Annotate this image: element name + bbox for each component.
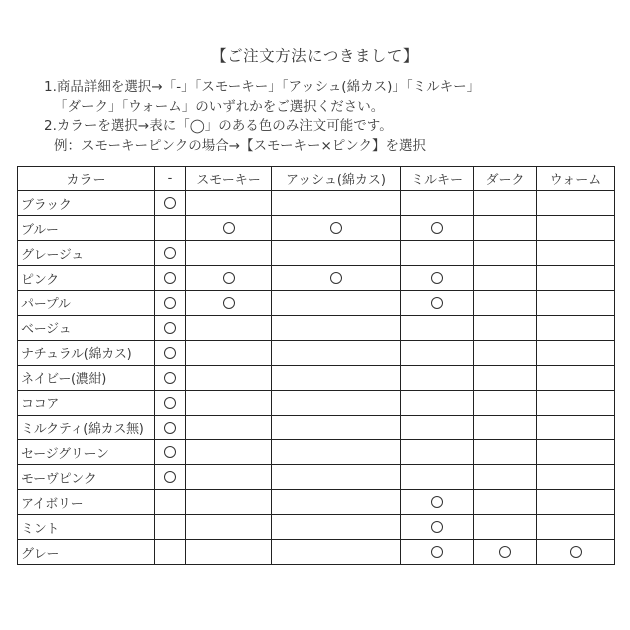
mark-cell-warm xyxy=(537,315,615,340)
color-name-cell: セージグリーン xyxy=(18,440,155,465)
mark-cell-smoky xyxy=(186,540,272,565)
instruction-line-4: 例：スモーキーピンクの場合→【スモーキー×ピンク】を選択 xyxy=(54,137,427,154)
mark-cell-warm xyxy=(537,440,615,465)
mark-cell-milky xyxy=(401,540,474,565)
mark-cell-ash xyxy=(272,540,401,565)
color-name-cell: ベージュ xyxy=(18,315,155,340)
mark-cell-none xyxy=(155,340,186,365)
mark-cell-none xyxy=(155,440,186,465)
mark-cell-dark xyxy=(474,490,537,515)
color-name-cell: グレージュ xyxy=(18,241,155,266)
color-name-cell: ココア xyxy=(18,390,155,415)
circle-mark-icon xyxy=(431,521,443,533)
mark-cell-milky xyxy=(401,465,474,490)
circle-mark-icon xyxy=(223,297,235,309)
circle-mark-icon xyxy=(164,272,176,284)
color-name-cell: パープル xyxy=(18,291,155,316)
header-none: - xyxy=(155,167,186,191)
mark-cell-milky xyxy=(401,315,474,340)
color-name-cell: ナチュラル(綿カス) xyxy=(18,340,155,365)
mark-cell-smoky xyxy=(186,365,272,390)
circle-mark-icon xyxy=(164,397,176,409)
mark-cell-dark xyxy=(474,291,537,316)
mark-cell-milky xyxy=(401,241,474,266)
circle-mark-icon xyxy=(164,446,176,458)
header-warm: ウォーム xyxy=(537,167,615,191)
mark-cell-smoky xyxy=(186,440,272,465)
mark-cell-dark xyxy=(474,191,537,216)
order-instructions xyxy=(44,78,604,156)
mark-cell-dark xyxy=(474,440,537,465)
mark-cell-milky xyxy=(401,415,474,440)
mark-cell-warm xyxy=(537,340,615,365)
mark-cell-ash xyxy=(272,315,401,340)
mark-cell-none xyxy=(155,191,186,216)
table-row xyxy=(18,490,615,515)
circle-mark-icon xyxy=(330,222,342,234)
mark-cell-ash xyxy=(272,241,401,266)
table-row xyxy=(18,515,615,540)
circle-mark-icon xyxy=(164,347,176,359)
header-smoky: スモーキー xyxy=(186,167,272,191)
color-name-cell: ミルクティ(綿カス無) xyxy=(18,415,155,440)
mark-cell-smoky xyxy=(186,315,272,340)
mark-cell-milky xyxy=(401,390,474,415)
mark-cell-none xyxy=(155,241,186,266)
mark-cell-warm xyxy=(537,415,615,440)
mark-cell-warm xyxy=(537,266,615,291)
mark-cell-none xyxy=(155,365,186,390)
circle-mark-icon xyxy=(570,546,582,558)
mark-cell-warm xyxy=(537,241,615,266)
mark-cell-dark xyxy=(474,241,537,266)
mark-cell-smoky xyxy=(186,515,272,540)
mark-cell-smoky xyxy=(186,490,272,515)
table-row xyxy=(18,365,615,390)
mark-cell-warm xyxy=(537,490,615,515)
circle-mark-icon xyxy=(164,471,176,483)
mark-cell-ash xyxy=(272,266,401,291)
mark-cell-warm xyxy=(537,216,615,241)
mark-cell-smoky xyxy=(186,266,272,291)
mark-cell-ash xyxy=(272,216,401,241)
circle-mark-icon xyxy=(499,546,511,558)
mark-cell-warm xyxy=(537,515,615,540)
mark-cell-dark xyxy=(474,465,537,490)
table-row xyxy=(18,340,615,365)
color-name-cell: グレー xyxy=(18,540,155,565)
mark-cell-dark xyxy=(474,266,537,291)
mark-cell-smoky xyxy=(186,465,272,490)
table-row xyxy=(18,440,615,465)
header-milky: ミルキー xyxy=(401,167,474,191)
mark-cell-dark xyxy=(474,540,537,565)
mark-cell-dark xyxy=(474,515,537,540)
mark-cell-dark xyxy=(474,340,537,365)
mark-cell-smoky xyxy=(186,415,272,440)
mark-cell-none xyxy=(155,216,186,241)
mark-cell-dark xyxy=(474,315,537,340)
mark-cell-milky xyxy=(401,365,474,390)
mark-cell-none xyxy=(155,415,186,440)
color-name-cell: アイボリー xyxy=(18,490,155,515)
mark-cell-dark xyxy=(474,216,537,241)
mark-cell-ash xyxy=(272,191,401,216)
mark-cell-none xyxy=(155,315,186,340)
circle-mark-icon xyxy=(431,546,443,558)
table-row xyxy=(18,241,615,266)
instruction-line-1: 1.商品詳細を選択→「-」「スモーキー」「アッシュ(綿カス)」「ミルキー」 xyxy=(44,79,481,95)
mark-cell-milky xyxy=(401,291,474,316)
color-name-cell: モーヴピンク xyxy=(18,465,155,490)
mark-cell-ash xyxy=(272,440,401,465)
mark-cell-ash xyxy=(272,465,401,490)
mark-cell-warm xyxy=(537,291,615,316)
circle-mark-icon xyxy=(223,222,235,234)
circle-mark-icon xyxy=(164,422,176,434)
mark-cell-milky xyxy=(401,191,474,216)
mark-cell-smoky xyxy=(186,340,272,365)
circle-mark-icon xyxy=(164,197,176,209)
mark-cell-dark xyxy=(474,390,537,415)
circle-mark-icon xyxy=(223,272,235,284)
mark-cell-milky xyxy=(401,515,474,540)
table-row xyxy=(18,266,615,291)
mark-cell-ash xyxy=(272,390,401,415)
table-row xyxy=(18,390,615,415)
mark-cell-none xyxy=(155,266,186,291)
page-title: 【ご注文方法につきまして】 xyxy=(211,47,419,65)
mark-cell-dark xyxy=(474,365,537,390)
mark-cell-warm xyxy=(537,390,615,415)
circle-mark-icon xyxy=(431,222,443,234)
mark-cell-smoky xyxy=(186,191,272,216)
mark-cell-warm xyxy=(537,191,615,216)
table-row xyxy=(18,216,615,241)
circle-mark-icon xyxy=(431,272,443,284)
color-name-cell: ブラック xyxy=(18,191,155,216)
mark-cell-milky xyxy=(401,490,474,515)
color-name-cell: ピンク xyxy=(18,266,155,291)
circle-mark-icon xyxy=(431,496,443,508)
mark-cell-milky xyxy=(401,340,474,365)
table-header-row xyxy=(18,167,615,191)
mark-cell-smoky xyxy=(186,241,272,266)
color-name-cell: ネイビー(濃紺) xyxy=(18,365,155,390)
color-availability-table xyxy=(17,166,615,565)
mark-cell-ash xyxy=(272,365,401,390)
mark-cell-none xyxy=(155,390,186,415)
mark-cell-none xyxy=(155,490,186,515)
mark-cell-ash xyxy=(272,415,401,440)
mark-cell-none xyxy=(155,291,186,316)
circle-mark-icon xyxy=(431,297,443,309)
table-row xyxy=(18,315,615,340)
mark-cell-warm xyxy=(537,465,615,490)
mark-cell-warm xyxy=(537,540,615,565)
mark-cell-none xyxy=(155,540,186,565)
mark-cell-ash xyxy=(272,291,401,316)
table-body xyxy=(18,191,615,565)
mark-cell-none xyxy=(155,465,186,490)
mark-cell-dark xyxy=(474,415,537,440)
header-dark: ダーク xyxy=(474,167,537,191)
mark-cell-ash xyxy=(272,490,401,515)
mark-cell-smoky xyxy=(186,390,272,415)
instruction-line-2: 「ダーク」「ウォーム」のいずれかをご選択ください。 xyxy=(54,98,385,115)
mark-cell-milky xyxy=(401,216,474,241)
circle-mark-icon xyxy=(164,322,176,334)
mark-cell-ash xyxy=(272,340,401,365)
table-row xyxy=(18,191,615,216)
mark-cell-warm xyxy=(537,365,615,390)
instruction-line-3: 2.カラーを選択→表に「◯」のある色のみ注文可能です。 xyxy=(44,118,393,135)
table-row xyxy=(18,415,615,440)
mark-cell-milky xyxy=(401,440,474,465)
table-row xyxy=(18,465,615,490)
table-row xyxy=(18,291,615,316)
table-row xyxy=(18,540,615,565)
color-name-cell: ブルー xyxy=(18,216,155,241)
circle-mark-icon xyxy=(330,272,342,284)
mark-cell-milky xyxy=(401,266,474,291)
color-name-cell: ミント xyxy=(18,515,155,540)
mark-cell-smoky xyxy=(186,291,272,316)
circle-mark-icon xyxy=(164,297,176,309)
mark-cell-smoky xyxy=(186,216,272,241)
mark-cell-none xyxy=(155,515,186,540)
circle-mark-icon xyxy=(164,247,176,259)
header-color: カラー xyxy=(18,167,155,191)
circle-mark-icon xyxy=(164,372,176,384)
mark-cell-ash xyxy=(272,515,401,540)
header-ash: アッシュ(綿カス) xyxy=(272,167,401,191)
